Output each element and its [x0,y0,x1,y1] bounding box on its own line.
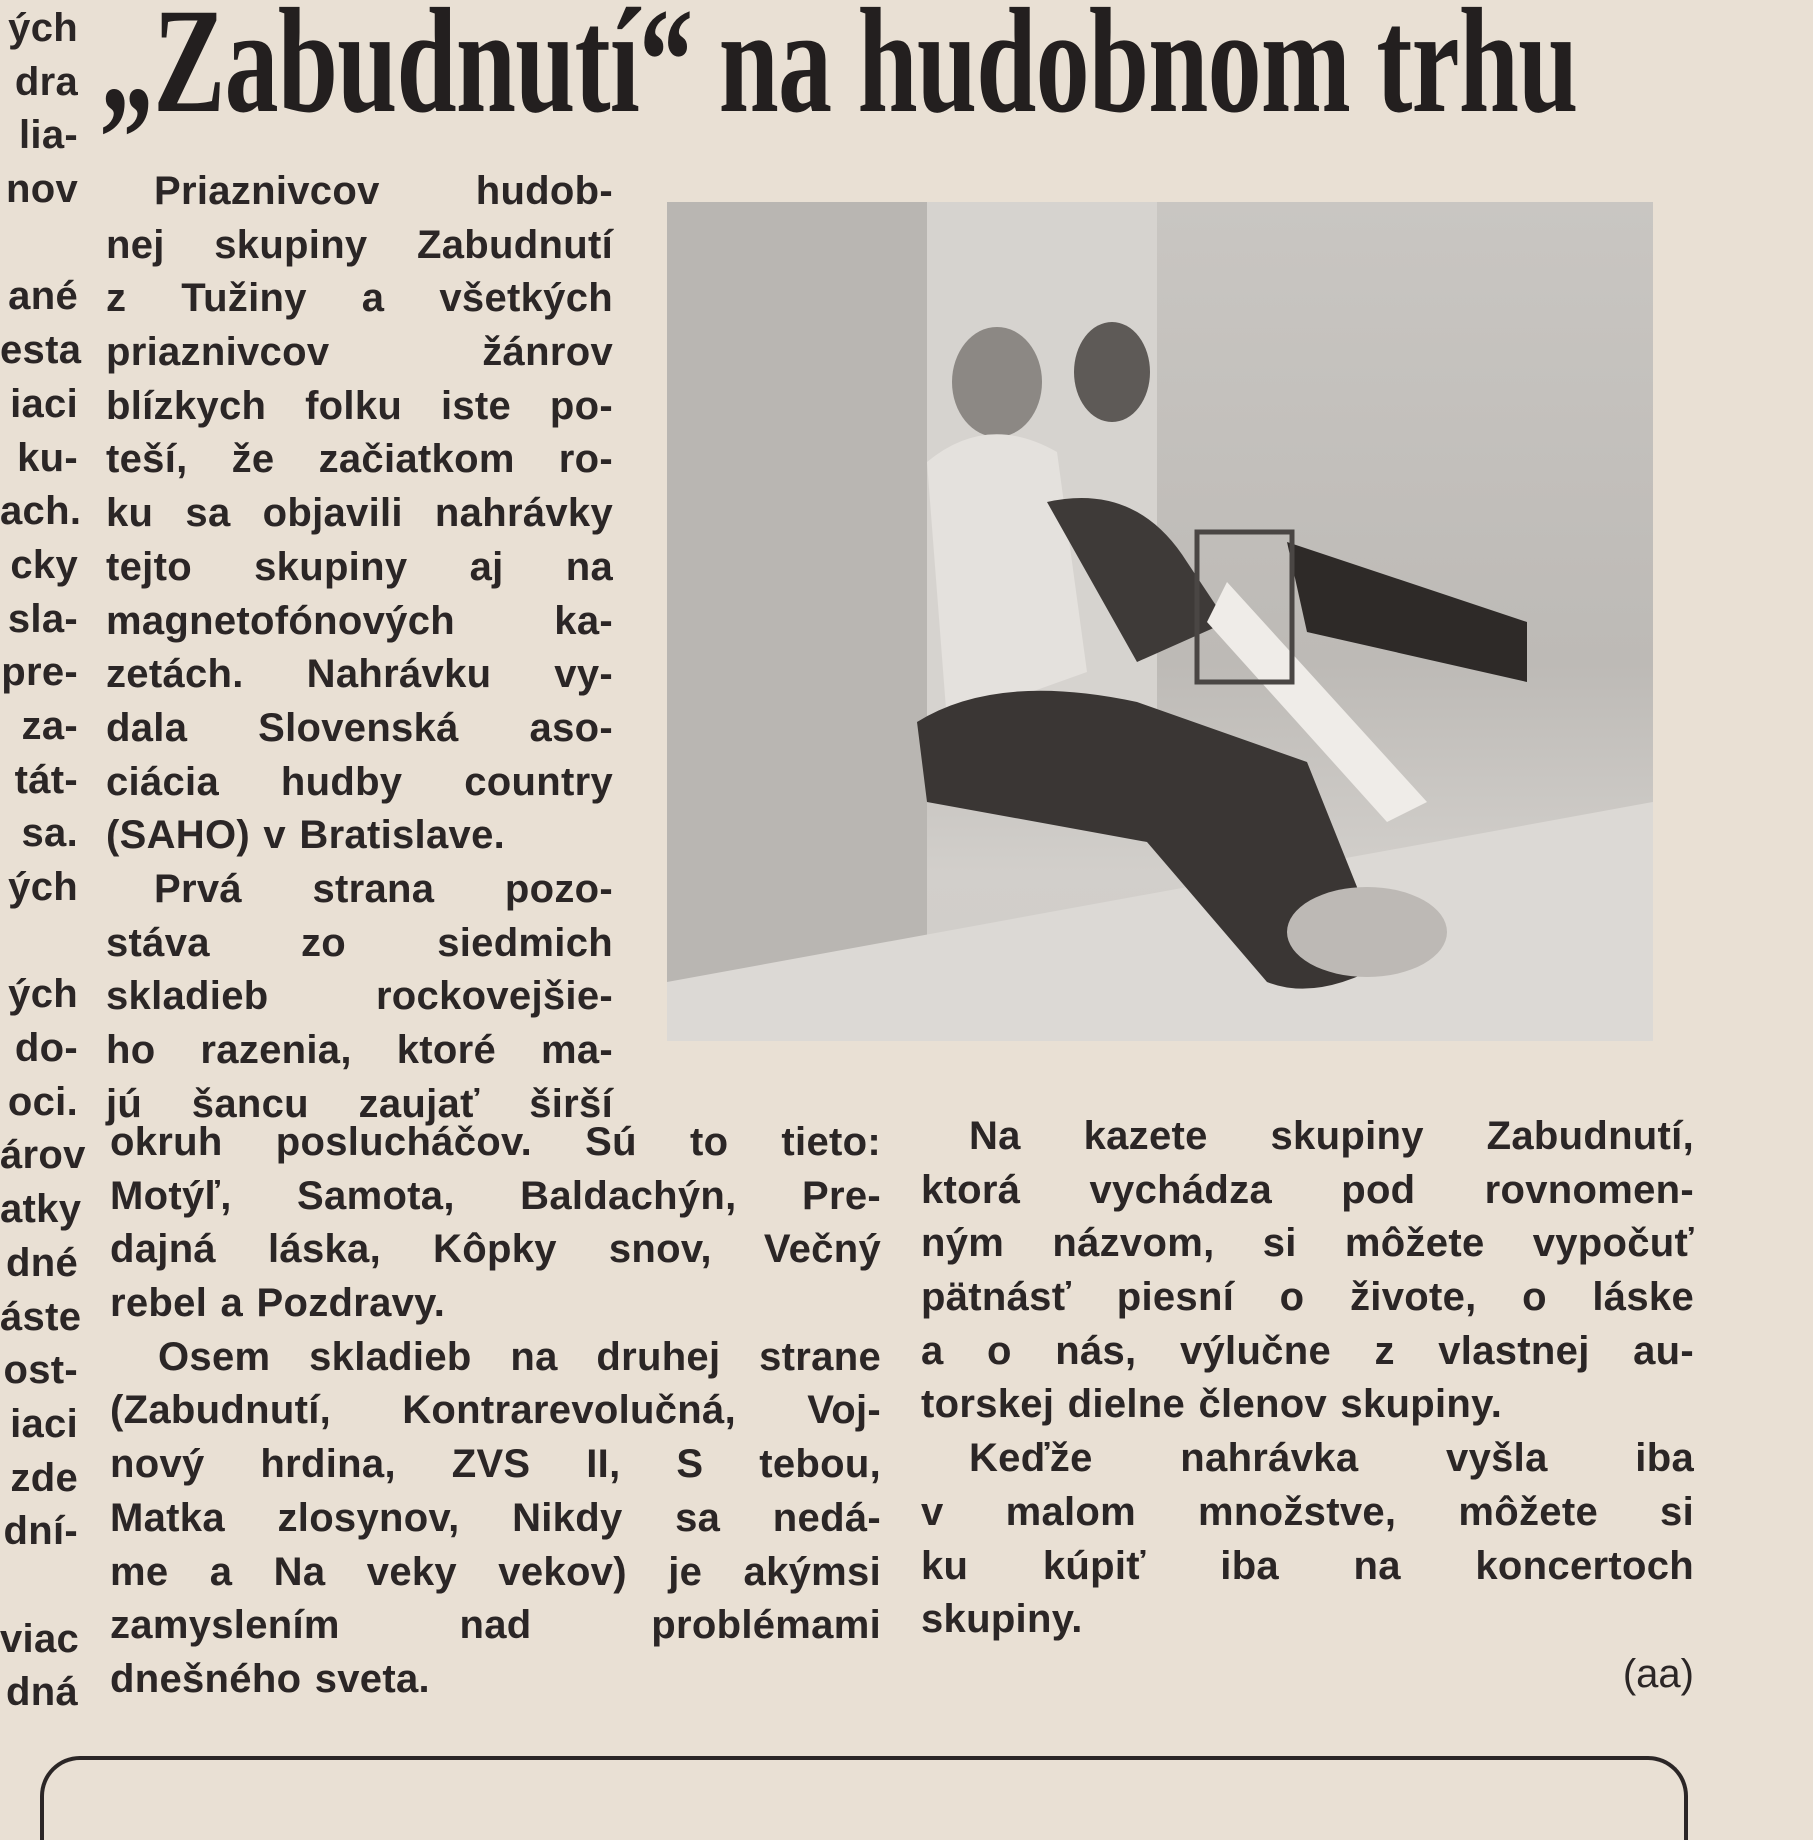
text-line: priaznivcov žánrov [106,330,613,375]
article-column-bottom-left [110,1116,881,1707]
text-line: skladieb rockovejšie- [106,974,613,1019]
photo-illustration [667,202,1653,1041]
text-line: torskej dielne členov skupiny. [921,1382,1503,1427]
text-line: nov [5,167,78,212]
text-line: árov [0,1133,86,1178]
text-line: ých [8,972,78,1017]
text-line: esta [0,328,82,373]
text-line: (Zabudnutí, Kontrarevolučná, Voj- [110,1388,881,1433]
text-line: ku- [17,435,78,480]
author-initials: (aa) [1622,1652,1694,1696]
text-line: ach. [0,489,82,534]
text-line: pre- [1,650,78,695]
text-line: iaci [10,381,78,426]
text-line: ých [8,865,78,909]
text-line: pätnásť piesní o živote, o láske [921,1275,1694,1320]
text-line: tejto skupiny aj na [106,544,613,589]
text-line: nový hrdina, ZVS II, S tebou, [110,1442,881,1487]
text-line: stáva zo siedmich [106,920,613,965]
text-line: zetách. Nahrávku vy- [106,652,613,697]
text-line: Motýľ, Samota, Baldachýn, Pre- [110,1173,881,1218]
text-line: ho razenia, ktoré ma- [106,1028,613,1072]
text-line [0,217,78,271]
text-line: magnetofónových ka- [106,598,613,643]
text-line: cky [10,542,78,587]
text-line: ané [8,274,78,319]
text-line: nej skupiny Zabudnutí [106,222,613,267]
text-line: jú šancu zaujať širší [106,1081,613,1126]
text-line: ku kúpiť iba na koncertoch [921,1543,1694,1588]
text-line: dala Slovenská aso- [106,705,613,750]
text-line: teší, že začiatkom ro- [106,437,613,482]
text-line: Matka zlosynov, Nikdy sa nedá- [110,1495,881,1540]
text-line: dná [5,1670,78,1715]
text-line: blízkych folku iste po- [106,383,613,428]
text-line: ku sa objavili nahrávky [106,491,613,536]
text-line: Osem skladieb na druhej strane [158,1334,881,1379]
text-line: atky [0,1187,82,1232]
text-line: Priaznivcov hudob- [154,169,613,213]
text-line: sla- [7,596,78,641]
text-line: do- [14,1026,78,1071]
text-line: me a Na veky vekov) je akýmsi [110,1549,881,1594]
text-line: sa. [21,811,78,856]
text-line: Keďže nahrávka vyšla iba [969,1436,1694,1481]
adjacent-article-fragment [0,2,86,1720]
text-line: áste [0,1294,82,1339]
text-line: zde [10,1455,78,1500]
text-line: za- [21,703,78,748]
text-line: lia- [19,113,78,158]
next-article-border [40,1756,1688,1840]
text-line: okruh poslucháčov. Sú to tieto: [110,1120,881,1164]
text-line: a o nás, výlučne z vlastnej au- [921,1328,1694,1373]
text-line: oci. [7,1079,78,1124]
article-column-top [106,165,613,1131]
text-line [0,915,78,969]
text-line: ých [8,6,78,50]
text-line: dné [5,1240,78,1285]
text-line: skupiny. [921,1597,1083,1642]
text-line: dní- [3,1509,78,1554]
text-line: dajná láska, Kôpky snov, Večný [110,1227,881,1272]
text-line: ciácia hudby country [106,759,613,804]
text-line: rebel a Pozdravy. [110,1281,446,1326]
text-line: dnešného sveta. [110,1656,430,1701]
text-line: zamyslením nad problémami [110,1603,881,1648]
text-line: viac [0,1616,80,1661]
text-line: Prvá strana pozo- [154,866,613,911]
band-photo [667,202,1653,1041]
article-column-bottom-right [921,1110,1694,1647]
text-line: iaci [10,1401,78,1446]
text-line: ktorá vychádza pod rovnomen- [921,1167,1694,1212]
article-headline: „Zabudnutí“ na hudobnom trhu [100,0,1578,144]
text-line [0,1559,78,1613]
text-line: dra [14,59,78,104]
text-line: z Tužiny a všetkých [106,276,613,321]
text-line: tát- [14,757,78,802]
text-line: v malom množstve, môžete si [921,1489,1694,1534]
text-line: Na kazete skupiny Zabudnutí, [969,1114,1694,1158]
text-line: (SAHO) v Bratislave. [106,813,506,858]
text-line: ost- [3,1348,78,1393]
text-line: ným názvom, si môžete vypočuť [921,1221,1694,1266]
